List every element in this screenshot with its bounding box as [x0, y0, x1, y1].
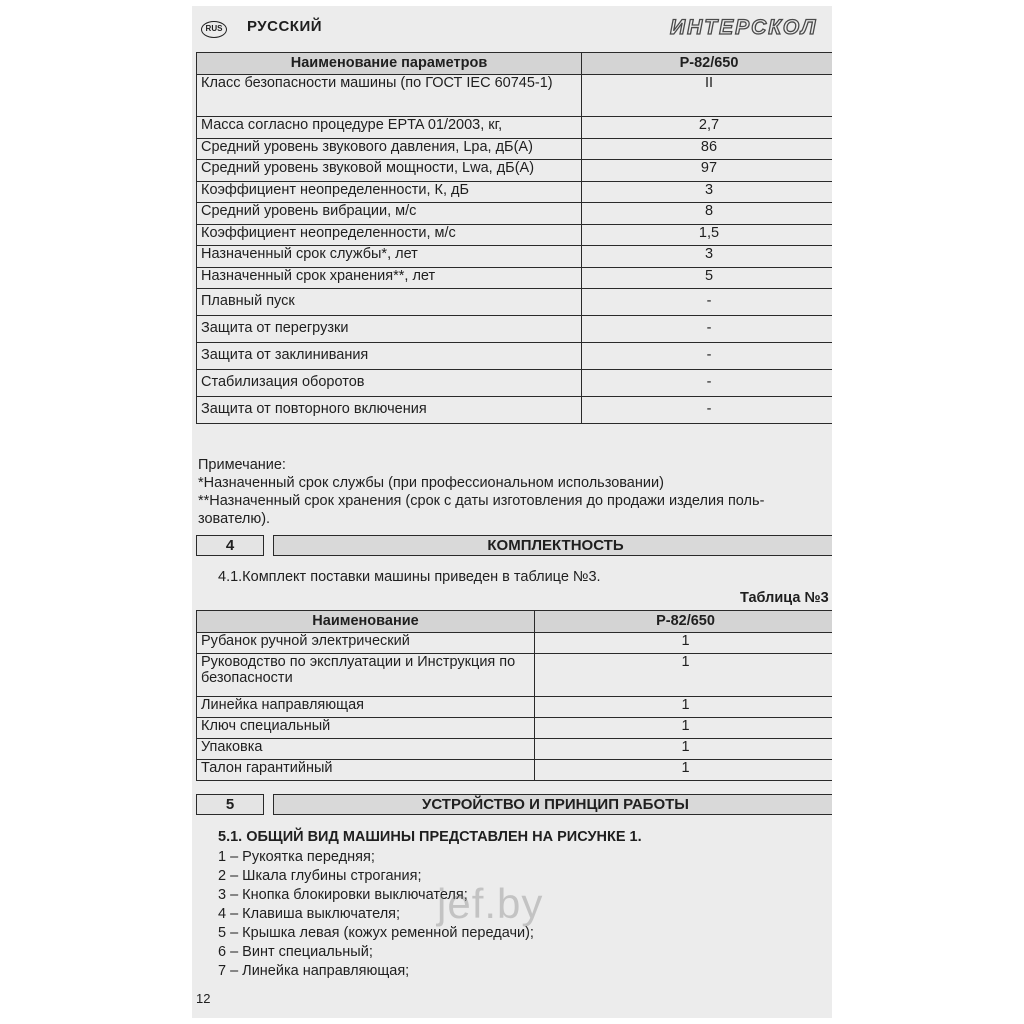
- set-item-qty: 1: [535, 718, 833, 739]
- page-number: 12: [196, 991, 211, 1006]
- set-item-qty: 1: [535, 654, 833, 697]
- table-row: [197, 289, 833, 316]
- param-name: Класс безопасности машины (по ГОСТ IEC 60745-1): [197, 75, 582, 117]
- list-item: 7 – Линейка направляющая;: [218, 963, 410, 979]
- param-value: 1,5: [582, 224, 833, 246]
- note-block: [198, 456, 828, 528]
- param-value: 97: [582, 160, 833, 182]
- list-item: 5 – Крышка левая (кожух ременной передачи);: [218, 925, 534, 941]
- section-5-title: УСТРОЙСТВО И ПРИНЦИП РАБОТЫ: [273, 794, 832, 815]
- table-row: [197, 224, 833, 246]
- table-row: [197, 181, 833, 203]
- column-header-model: Р-82/650: [582, 53, 833, 75]
- param-value: 3: [582, 246, 833, 268]
- language-badge: RUS: [201, 21, 227, 38]
- section-5-number: 5: [196, 794, 264, 815]
- list-item: 2 – Шкала глубины строгания;: [218, 868, 422, 884]
- section-4-intro: 4.1.Комплект поставки машины приведен в таблице №3.: [218, 569, 601, 585]
- column-header-model: Р-82/650: [535, 611, 833, 633]
- table-row: [197, 138, 833, 160]
- column-header-name: Наименование параметров: [197, 53, 582, 75]
- table-row: [197, 633, 833, 654]
- param-name: Коэффициент неопределенности, К, дБ: [197, 181, 582, 203]
- param-value: -: [582, 370, 833, 397]
- list-item: 1 – Рукоятка передняя;: [218, 849, 375, 865]
- param-name: Масса согласно процедуре EPTA 01/2003, кг,: [197, 117, 582, 139]
- param-value: 8: [582, 203, 833, 225]
- table-row: [197, 117, 833, 139]
- param-value: 2,7: [582, 117, 833, 139]
- section-4-number: 4: [196, 535, 264, 556]
- param-value: -: [582, 289, 833, 316]
- param-value: 86: [582, 138, 833, 160]
- table-row: [197, 343, 833, 370]
- set-item-qty: 1: [535, 633, 833, 654]
- set-item-qty: 1: [535, 739, 833, 760]
- table-row: [197, 75, 833, 117]
- table-header-row: [197, 611, 833, 633]
- param-value: -: [582, 343, 833, 370]
- section-4-title: КОМПЛЕКТНОСТЬ: [273, 535, 832, 556]
- set-item-name: Руководство по эксплуатации и Инструкция по безопасности: [197, 654, 535, 697]
- note-title: Примечание:: [198, 457, 286, 473]
- list-item: 3 – Кнопка блокировки выключателя;: [218, 887, 468, 903]
- brand-logo: ИНТЕРСКОЛ: [670, 16, 818, 39]
- watermark: jef.by: [437, 880, 544, 927]
- set-item-name: Линейка направляющая: [197, 697, 535, 718]
- table-header-row: [197, 53, 833, 75]
- list-item: 6 – Винт специальный;: [218, 944, 373, 960]
- note-line-service-life: *Назначенный срок службы (при профессиональном использовании): [198, 475, 664, 491]
- param-name: Плавный пуск: [197, 289, 582, 316]
- param-name: Назначенный срок хранения**, лет: [197, 267, 582, 289]
- table-row: [197, 739, 833, 760]
- table-row: [197, 697, 833, 718]
- set-item-name: Упаковка: [197, 739, 535, 760]
- table-row: [197, 397, 833, 424]
- param-name: Защита от заклинивания: [197, 343, 582, 370]
- parameters-table: [196, 52, 832, 424]
- manual-page: [192, 6, 832, 1018]
- language-title: РУССКИЙ: [247, 18, 323, 35]
- param-name: Средний уровень звукового давления, Lpa, дБ(А): [197, 138, 582, 160]
- param-value: 5: [582, 267, 833, 289]
- table-row: [197, 316, 833, 343]
- note-line-storage-life: **Назначенный срок хранения (срок с даты изготовления до продажи изделия поль-зователю).: [198, 493, 765, 527]
- list-item: 4 – Клавиша выключателя;: [218, 906, 401, 922]
- param-name: Средний уровень звуковой мощности, Lwa, дБ(А): [197, 160, 582, 182]
- param-value: 3: [582, 181, 833, 203]
- set-item-name: Ключ специальный: [197, 718, 535, 739]
- param-name: Стабилизация оборотов: [197, 370, 582, 397]
- table-row: [197, 760, 833, 781]
- param-value: -: [582, 316, 833, 343]
- param-name: Защита от перегрузки: [197, 316, 582, 343]
- table-row: [197, 160, 833, 182]
- table-row: [197, 718, 833, 739]
- table-row: [197, 203, 833, 225]
- set-item-name: Талон гарантийный: [197, 760, 535, 781]
- param-name: Коэффициент неопределенности, м/с: [197, 224, 582, 246]
- delivery-set-table: [196, 610, 832, 781]
- set-item-qty: 1: [535, 697, 833, 718]
- param-name: Защита от повторного включения: [197, 397, 582, 424]
- param-value: -: [582, 397, 833, 424]
- section-5-subtitle: 5.1. ОБЩИЙ ВИД МАШИНЫ ПРЕДСТАВЛЕН НА РИСУНКЕ 1.: [218, 829, 642, 845]
- table-row: [197, 654, 833, 697]
- table-row: [197, 267, 833, 289]
- column-header-name: Наименование: [197, 611, 535, 633]
- table-row: [197, 246, 833, 268]
- param-name: Назначенный срок службы*, лет: [197, 246, 582, 268]
- set-item-name: Рубанок ручной электрический: [197, 633, 535, 654]
- set-item-qty: 1: [535, 760, 833, 781]
- param-name: Средний уровень вибрации, м/с: [197, 203, 582, 225]
- param-value: II: [582, 75, 833, 117]
- table-row: [197, 370, 833, 397]
- table-caption: Таблица №3: [740, 590, 829, 606]
